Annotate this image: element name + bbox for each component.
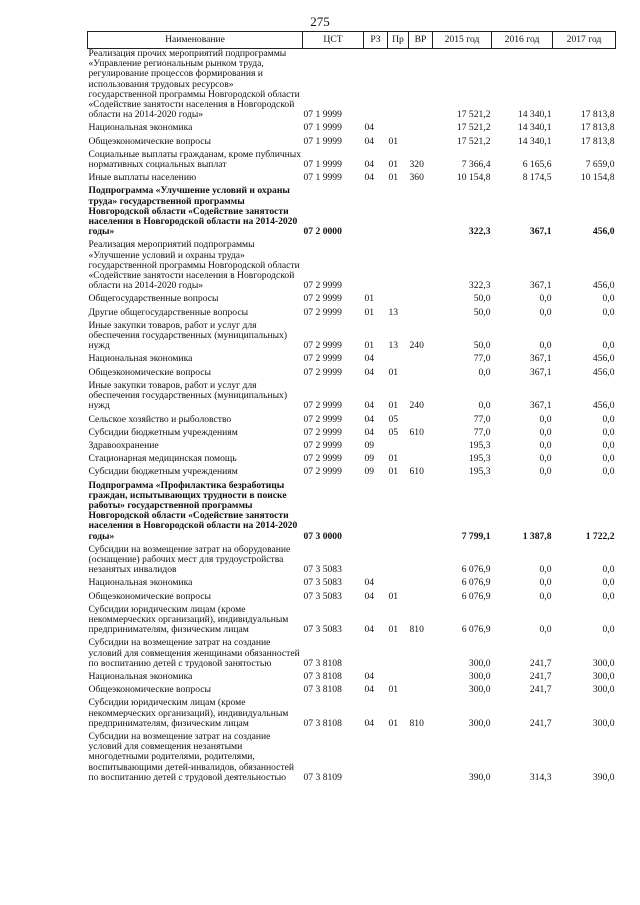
row-value-2015: 7 799,1 bbox=[461, 530, 491, 542]
row-value-2017: 0,0 bbox=[602, 413, 615, 425]
row-value-2015: 300,0 bbox=[468, 657, 491, 669]
row-value-2015: 77,0 bbox=[473, 353, 491, 365]
row-pr: 01 bbox=[388, 717, 399, 729]
row-vr bbox=[409, 351, 433, 364]
row-cst: 07 3 8108 bbox=[303, 670, 342, 682]
row-rz: 04 bbox=[364, 670, 375, 682]
row-pr: 01 bbox=[388, 172, 399, 184]
row-cst: 07 2 0000 bbox=[303, 226, 342, 238]
row-cst: 07 3 5083 bbox=[303, 564, 342, 576]
header-cst: ЦСТ bbox=[303, 32, 364, 49]
row-name: Национальная экономика bbox=[88, 577, 193, 589]
row-value-2016: 14 340,1 bbox=[517, 135, 552, 147]
row-rz: 04 bbox=[364, 135, 375, 147]
row-value-2015: 50,0 bbox=[473, 340, 491, 352]
row-vr bbox=[409, 134, 433, 147]
table-row bbox=[88, 451, 616, 464]
row-cst: 07 2 9999 bbox=[303, 426, 342, 438]
row-pr bbox=[388, 575, 409, 588]
row-cst: 07 2 9999 bbox=[303, 340, 342, 352]
row-rz: 04 bbox=[364, 366, 375, 378]
row-value-2017: 17 813,8 bbox=[580, 135, 615, 147]
row-value-2017: 0,0 bbox=[602, 453, 615, 465]
row-name: Сельское хозяйство и рыболовство bbox=[88, 413, 232, 425]
row-vr bbox=[409, 49, 433, 121]
header-name: Наименование bbox=[88, 32, 303, 49]
row-value-2016: 1 387,8 bbox=[522, 530, 552, 542]
row-value-2017: 0,0 bbox=[602, 340, 615, 352]
table-row bbox=[88, 237, 616, 291]
row-value-2016: 0,0 bbox=[539, 453, 552, 465]
row-rz bbox=[364, 478, 388, 542]
row-pr bbox=[388, 478, 409, 542]
row-value-2017: 0,0 bbox=[602, 577, 615, 589]
row-vr bbox=[409, 291, 433, 304]
table-row bbox=[88, 575, 616, 588]
row-name: Здравоохранение bbox=[88, 439, 159, 451]
row-vr: 360 bbox=[409, 172, 424, 184]
row-cst: 07 1 9999 bbox=[303, 122, 342, 134]
row-value-2016: 0,0 bbox=[539, 340, 552, 352]
row-value-2016: 0,0 bbox=[539, 590, 552, 602]
row-value-2017: 456,0 bbox=[592, 353, 615, 365]
row-vr bbox=[409, 365, 433, 378]
row-cst: 07 2 9999 bbox=[303, 353, 342, 365]
row-pr bbox=[388, 669, 409, 682]
row-value-2016: 241,7 bbox=[529, 670, 552, 682]
row-pr bbox=[388, 291, 409, 304]
row-value-2015: 300,0 bbox=[468, 670, 491, 682]
row-value-2016: 367,1 bbox=[529, 226, 552, 238]
row-value-2015: 0,0 bbox=[478, 366, 491, 378]
row-vr: 810 bbox=[409, 624, 424, 636]
row-vr bbox=[409, 305, 433, 318]
row-rz bbox=[364, 49, 388, 121]
row-pr bbox=[388, 729, 409, 783]
row-name: Субсидии на возмещение затрат на создание условий для совмещения женщинами обязанностей по воспитанию детей с трудовой занятостью bbox=[88, 637, 300, 669]
row-value-2016: 367,1 bbox=[529, 280, 552, 292]
row-cst: 07 2 9999 bbox=[303, 439, 342, 451]
table-row bbox=[88, 425, 616, 438]
row-value-2015: 300,0 bbox=[468, 684, 491, 696]
table-row bbox=[88, 729, 616, 783]
row-name: Подпрограмма «Профилактика безработицы граждан, испытывающих трудности в поиске работы» государственной программы Новгородской области «Содействие занятости населения в Новгородской области на 2014-2020 годы» bbox=[88, 479, 298, 542]
row-value-2015: 7 366,4 bbox=[461, 159, 491, 171]
row-name: Реализация мероприятий подпрограммы «Улучшение условий и охраны труда» государственной программы Новгородской области «Содействие занятости населения в Новгородской области на 2014-2020 годы» bbox=[88, 239, 300, 292]
row-value-2016: 0,0 bbox=[539, 306, 552, 318]
table-row bbox=[88, 589, 616, 602]
row-vr: 610 bbox=[409, 466, 424, 478]
table-row bbox=[88, 170, 616, 183]
row-name: Иные выплаты населению bbox=[88, 172, 197, 184]
row-cst: 07 3 0000 bbox=[303, 530, 342, 542]
row-cst: 07 1 9999 bbox=[303, 135, 342, 147]
table-row bbox=[88, 49, 616, 121]
row-vr: 320 bbox=[409, 159, 424, 171]
row-pr: 13 bbox=[388, 340, 399, 352]
row-name: Социальные выплаты гражданам, кроме публичных нормативных социальных выплат bbox=[88, 148, 302, 171]
row-name: Национальная экономика bbox=[88, 122, 193, 134]
row-value-2016: 0,0 bbox=[539, 439, 552, 451]
row-value-2016: 241,7 bbox=[529, 717, 552, 729]
row-value-2015: 17 521,2 bbox=[456, 109, 491, 121]
row-rz: 01 bbox=[364, 293, 375, 305]
row-value-2017: 0,0 bbox=[602, 564, 615, 576]
row-value-2015: 50,0 bbox=[473, 306, 491, 318]
row-value-2015: 17 521,2 bbox=[456, 122, 491, 134]
table-row bbox=[88, 183, 616, 237]
row-name: Субсидии юридическим лицам (кроме некоммерческих организаций), индивидуальным предпринимателям, физическим лицам bbox=[88, 697, 289, 729]
row-name: Субсидии на возмещение затрат на оборудование (оснащение) рабочих мест для трудоустройства незанятых инвалидов bbox=[88, 543, 291, 576]
row-cst: 07 2 9999 bbox=[303, 400, 342, 412]
row-value-2016: 0,0 bbox=[539, 413, 552, 425]
row-value-2016: 367,1 bbox=[529, 366, 552, 378]
table-row bbox=[88, 147, 616, 170]
row-value-2017: 0,0 bbox=[602, 466, 615, 478]
row-vr bbox=[409, 183, 433, 237]
row-name: Национальная экономика bbox=[88, 353, 193, 365]
row-pr bbox=[388, 351, 409, 364]
row-vr bbox=[409, 729, 433, 783]
row-value-2016: 0,0 bbox=[539, 426, 552, 438]
row-cst: 07 2 9999 bbox=[303, 453, 342, 465]
row-cst: 07 2 9999 bbox=[303, 466, 342, 478]
row-cst: 07 1 9999 bbox=[303, 172, 342, 184]
table-row bbox=[88, 412, 616, 425]
row-rz: 04 bbox=[364, 353, 375, 365]
table-row bbox=[88, 438, 616, 451]
row-value-2017: 0,0 bbox=[602, 426, 615, 438]
row-cst: 07 2 9999 bbox=[303, 280, 342, 292]
row-vr bbox=[409, 575, 433, 588]
row-value-2017: 390,0 bbox=[592, 771, 615, 783]
row-value-2017: 7 659,0 bbox=[585, 159, 615, 171]
row-cst: 07 3 5083 bbox=[303, 624, 342, 636]
row-name: Общегосударственные вопросы bbox=[88, 293, 219, 305]
row-value-2017: 10 154,8 bbox=[580, 172, 615, 184]
row-cst: 07 2 9999 bbox=[303, 293, 342, 305]
row-pr: 01 bbox=[388, 590, 399, 602]
row-value-2015: 0,0 bbox=[478, 400, 491, 412]
row-value-2017: 300,0 bbox=[592, 657, 615, 669]
row-pr: 01 bbox=[388, 453, 399, 465]
row-pr bbox=[388, 49, 409, 121]
row-name: Субсидии бюджетным учреждениям bbox=[88, 466, 238, 478]
row-vr bbox=[409, 438, 433, 451]
row-rz: 04 bbox=[364, 684, 375, 696]
row-value-2015: 6 076,9 bbox=[461, 564, 491, 576]
row-pr bbox=[388, 438, 409, 451]
row-name: Субсидии на возмещение затрат на создание условий для совмещения незанятыми многодетными родителями, родителями, воспитывающими детей-инвалидов, обязанностей по воспитанию детей с трудовой деятельностью bbox=[88, 730, 295, 783]
row-cst: 07 3 8108 bbox=[303, 657, 342, 669]
row-pr: 05 bbox=[388, 426, 399, 438]
row-value-2015: 322,3 bbox=[468, 280, 491, 292]
row-pr: 05 bbox=[388, 413, 399, 425]
row-value-2017: 300,0 bbox=[592, 684, 615, 696]
row-pr: 01 bbox=[388, 466, 399, 478]
row-vr bbox=[409, 635, 433, 669]
row-cst: 07 2 9999 bbox=[303, 366, 342, 378]
row-value-2017: 300,0 bbox=[592, 717, 615, 729]
row-vr bbox=[409, 669, 433, 682]
table-row bbox=[88, 305, 616, 318]
row-cst: 07 2 9999 bbox=[303, 413, 342, 425]
table-header bbox=[88, 32, 616, 49]
row-rz: 04 bbox=[364, 122, 375, 134]
row-cst: 07 3 8108 bbox=[303, 717, 342, 729]
row-value-2017: 0,0 bbox=[602, 293, 615, 305]
row-rz: 04 bbox=[364, 400, 375, 412]
row-cst: 07 3 8109 bbox=[303, 771, 342, 783]
header-2016: 2016 год bbox=[492, 32, 553, 49]
row-name: Общеэкономические вопросы bbox=[88, 366, 211, 378]
row-pr bbox=[388, 237, 409, 291]
row-value-2016: 0,0 bbox=[539, 564, 552, 576]
row-rz bbox=[364, 542, 388, 576]
row-name: Иные закупки товаров, работ и услуг для обеспечения государственных (муниципальных) нужд bbox=[88, 379, 288, 412]
row-vr: 240 bbox=[409, 400, 424, 412]
row-rz: 04 bbox=[364, 717, 375, 729]
row-rz: 04 bbox=[364, 426, 375, 438]
row-rz: 04 bbox=[364, 159, 375, 171]
row-value-2016: 241,7 bbox=[529, 684, 552, 696]
row-value-2017: 1 722,2 bbox=[585, 530, 615, 542]
row-value-2016: 14 340,1 bbox=[517, 109, 552, 121]
page-number: 275 bbox=[310, 14, 330, 29]
table-row bbox=[88, 134, 616, 147]
row-value-2016: 6 165,6 bbox=[522, 159, 552, 171]
row-vr: 610 bbox=[409, 426, 424, 438]
row-rz bbox=[364, 729, 388, 783]
table-row bbox=[88, 542, 616, 576]
table-row bbox=[88, 682, 616, 695]
header-pr: Пр bbox=[388, 32, 409, 49]
row-rz bbox=[364, 183, 388, 237]
row-name: Общеэкономические вопросы bbox=[88, 590, 211, 602]
table-row bbox=[88, 378, 616, 412]
row-value-2015: 77,0 bbox=[473, 426, 491, 438]
row-rz: 04 bbox=[364, 577, 375, 589]
budget-table bbox=[87, 31, 616, 783]
row-pr bbox=[388, 120, 409, 133]
row-value-2015: 6 076,9 bbox=[461, 577, 491, 589]
row-rz: 09 bbox=[364, 453, 375, 465]
row-name: Общеэкономические вопросы bbox=[88, 684, 211, 696]
row-value-2017: 456,0 bbox=[592, 226, 615, 238]
row-vr bbox=[409, 412, 433, 425]
header-rz: РЗ bbox=[364, 32, 388, 49]
row-value-2017: 0,0 bbox=[602, 306, 615, 318]
header-2017: 2017 год bbox=[553, 32, 616, 49]
table-row bbox=[88, 602, 616, 636]
row-cst: 07 1 9999 bbox=[303, 109, 342, 121]
row-value-2016: 0,0 bbox=[539, 624, 552, 636]
row-pr bbox=[388, 183, 409, 237]
header-vr: ВР bbox=[409, 32, 433, 49]
row-value-2015: 195,3 bbox=[468, 466, 491, 478]
row-value-2016: 8 174,5 bbox=[522, 172, 552, 184]
table-row bbox=[88, 365, 616, 378]
row-rz: 01 bbox=[364, 340, 375, 352]
table-row bbox=[88, 291, 616, 304]
row-cst: 07 2 9999 bbox=[303, 306, 342, 318]
row-name: Подпрограмма «Улучшение условий и охраны труда» государственной программы Новгородской области «Содействие занятости населения в Новгородской области на 2014-2020 годы» bbox=[88, 185, 298, 238]
row-pr: 01 bbox=[388, 135, 399, 147]
row-vr bbox=[409, 542, 433, 576]
row-cst: 07 3 5083 bbox=[303, 590, 342, 602]
row-pr bbox=[388, 635, 409, 669]
row-value-2016: 0,0 bbox=[539, 466, 552, 478]
row-value-2015: 390,0 bbox=[468, 771, 491, 783]
row-value-2016: 0,0 bbox=[539, 577, 552, 589]
row-vr bbox=[409, 120, 433, 133]
row-value-2015: 6 076,9 bbox=[461, 590, 491, 602]
row-vr bbox=[409, 589, 433, 602]
row-cst: 07 1 9999 bbox=[303, 159, 342, 171]
row-value-2015: 50,0 bbox=[473, 293, 491, 305]
row-value-2017: 17 813,8 bbox=[580, 109, 615, 121]
row-value-2015: 322,3 bbox=[468, 226, 491, 238]
row-pr: 13 bbox=[388, 306, 399, 318]
row-vr bbox=[409, 682, 433, 695]
row-rz: 01 bbox=[364, 306, 375, 318]
row-value-2017: 300,0 bbox=[592, 670, 615, 682]
row-name: Субсидии бюджетным учреждениям bbox=[88, 426, 238, 438]
row-name: Иные закупки товаров, работ и услуг для обеспечения государственных (муниципальных) нужд bbox=[88, 319, 288, 352]
row-pr: 01 bbox=[388, 366, 399, 378]
row-value-2016: 14 340,1 bbox=[517, 122, 552, 134]
row-cst: 07 3 5083 bbox=[303, 577, 342, 589]
table-row bbox=[88, 695, 616, 729]
row-vr: 240 bbox=[409, 340, 424, 352]
row-pr: 01 bbox=[388, 684, 399, 696]
row-vr bbox=[409, 478, 433, 542]
row-rz: 09 bbox=[364, 439, 375, 451]
row-value-2015: 10 154,8 bbox=[456, 172, 491, 184]
row-value-2017: 0,0 bbox=[602, 590, 615, 602]
row-rz bbox=[364, 237, 388, 291]
row-value-2015: 300,0 bbox=[468, 717, 491, 729]
row-value-2017: 0,0 bbox=[602, 439, 615, 451]
row-value-2017: 456,0 bbox=[592, 366, 615, 378]
row-value-2016: 367,1 bbox=[529, 353, 552, 365]
table-row bbox=[88, 318, 616, 352]
row-vr bbox=[409, 451, 433, 464]
row-pr: 01 bbox=[388, 400, 399, 412]
row-name: Другие общегосударственные вопросы bbox=[88, 306, 249, 318]
row-pr bbox=[388, 542, 409, 576]
row-rz: 09 bbox=[364, 466, 375, 478]
table-body bbox=[88, 49, 616, 784]
row-name: Субсидии юридическим лицам (кроме некоммерческих организаций), индивидуальным предпринимателям, физическим лицам bbox=[88, 603, 289, 636]
row-rz: 04 bbox=[364, 172, 375, 184]
row-value-2015: 6 076,9 bbox=[461, 624, 491, 636]
row-rz bbox=[364, 635, 388, 669]
row-vr bbox=[409, 237, 433, 291]
row-pr: 01 bbox=[388, 624, 399, 636]
row-value-2017: 17 813,8 bbox=[580, 122, 615, 134]
row-pr: 01 bbox=[388, 159, 399, 171]
row-cst: 07 3 8108 bbox=[303, 684, 342, 696]
row-name: Национальная экономика bbox=[88, 670, 193, 682]
header-2015: 2015 год bbox=[433, 32, 492, 49]
table-row bbox=[88, 669, 616, 682]
row-vr: 810 bbox=[409, 717, 424, 729]
row-value-2016: 367,1 bbox=[529, 400, 552, 412]
row-value-2015: 195,3 bbox=[468, 439, 491, 451]
row-name: Общеэкономические вопросы bbox=[88, 135, 211, 147]
table-row bbox=[88, 351, 616, 364]
row-rz: 04 bbox=[364, 624, 375, 636]
row-name: Стационарная медицинская помощь bbox=[88, 453, 237, 465]
row-value-2016: 241,7 bbox=[529, 657, 552, 669]
table-row bbox=[88, 478, 616, 542]
row-rz: 04 bbox=[364, 590, 375, 602]
row-rz: 04 bbox=[364, 413, 375, 425]
row-value-2017: 0,0 bbox=[602, 624, 615, 636]
row-name: Реализация прочих мероприятий подпрограммы «Управление региональным рынком труда, регулирование процессов формирования и использования трудовых ресурсов» государственной программы Новгородской области «Содействие занятости населения в Новгородской области на 2014-2020 годы» bbox=[88, 48, 300, 121]
row-value-2016: 0,0 bbox=[539, 293, 552, 305]
row-value-2015: 195,3 bbox=[468, 453, 491, 465]
row-value-2017: 456,0 bbox=[592, 400, 615, 412]
row-value-2015: 77,0 bbox=[473, 413, 491, 425]
row-value-2015: 17 521,2 bbox=[456, 135, 491, 147]
row-value-2017: 456,0 bbox=[592, 280, 615, 292]
table-row bbox=[88, 464, 616, 477]
table-row bbox=[88, 120, 616, 133]
table-row bbox=[88, 635, 616, 669]
row-value-2016: 314,3 bbox=[529, 771, 552, 783]
